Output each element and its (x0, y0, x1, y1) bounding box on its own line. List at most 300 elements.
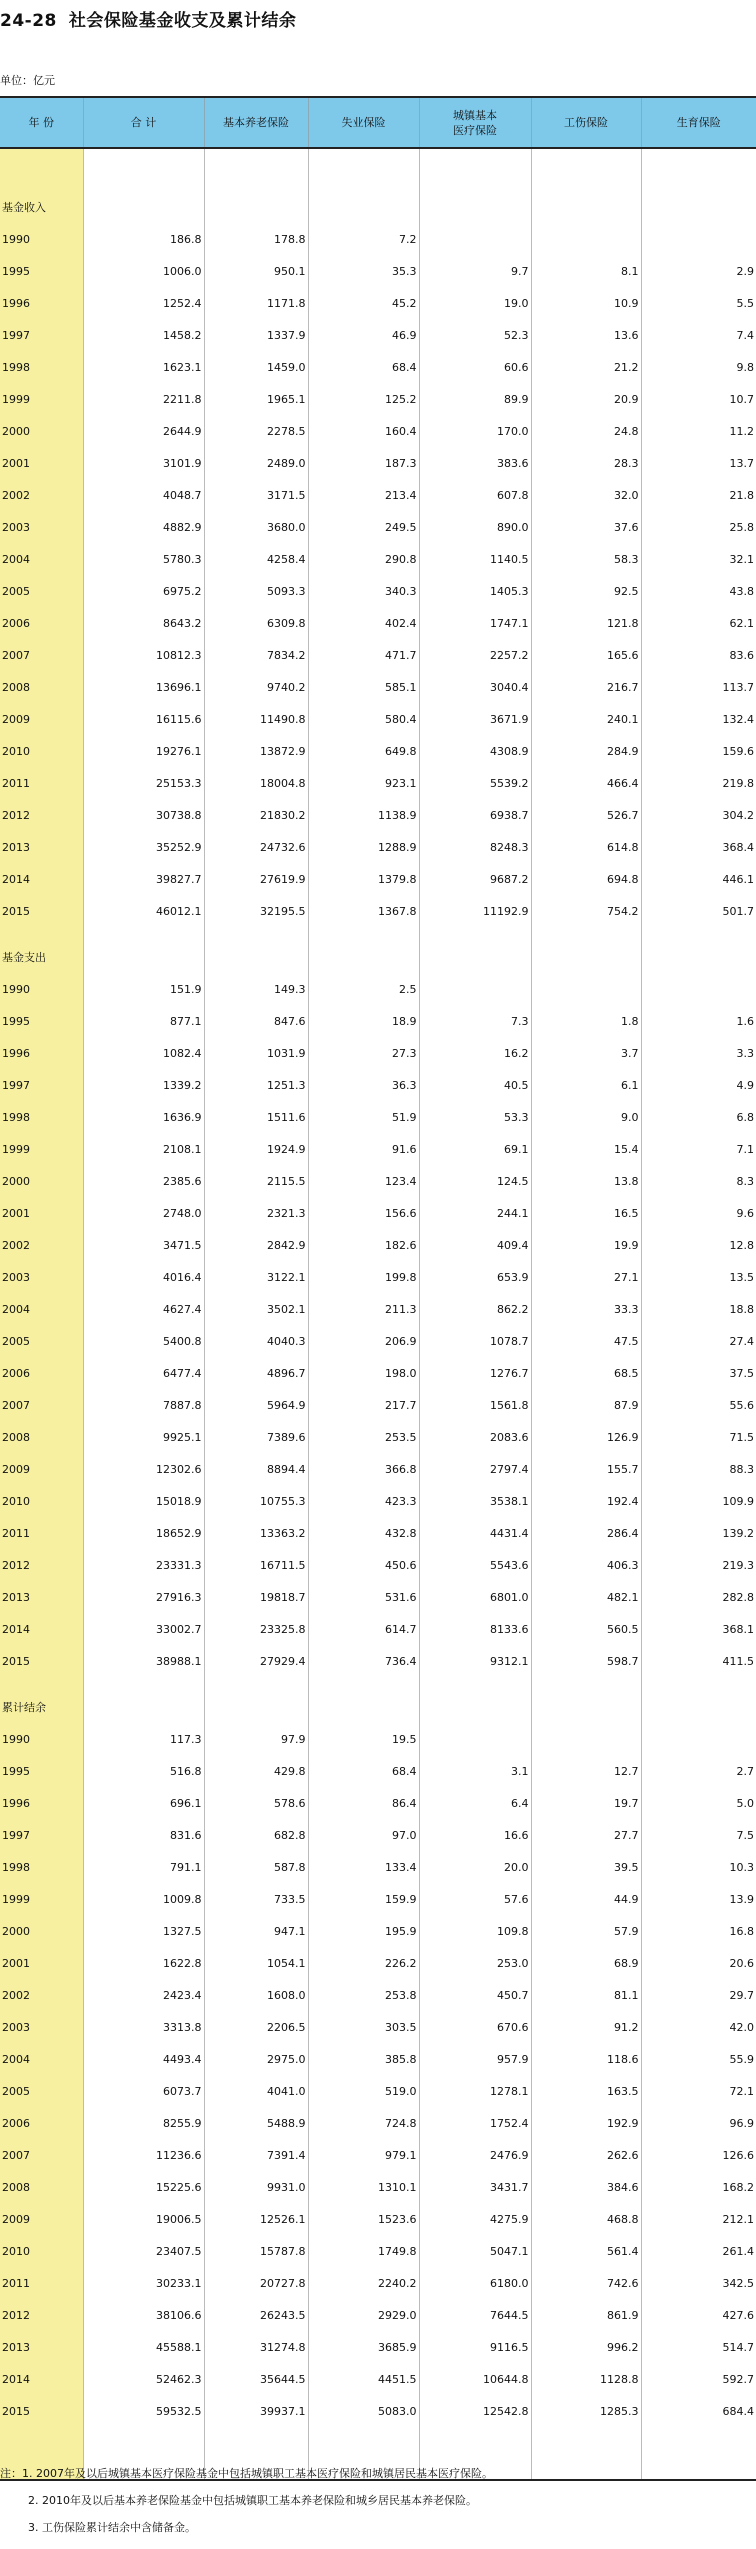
table-row (0, 2139, 756, 2171)
value-cell: 890.0 (419, 511, 531, 543)
value-cell: 262.6 (531, 2139, 641, 2171)
section-empty-cell (531, 927, 641, 973)
value-cell: 2842.9 (204, 1229, 308, 1261)
value-cell: 81.1 (531, 1979, 641, 2011)
value-cell: 45.2 (308, 287, 419, 319)
value-cell: 46012.1 (83, 895, 204, 927)
year-cell: 2001 (0, 447, 83, 479)
year-cell: 1997 (0, 1069, 83, 1101)
value-cell: 1337.9 (204, 319, 308, 351)
value-cell: 1367.8 (308, 895, 419, 927)
year-cell: 1997 (0, 319, 83, 351)
table-row (0, 2171, 756, 2203)
value-cell: 2211.8 (83, 383, 204, 415)
year-cell: 2008 (0, 1421, 83, 1453)
value-cell: 9687.2 (419, 863, 531, 895)
value-cell: 6.4 (419, 1787, 531, 1819)
value-cell: 126.6 (641, 2139, 756, 2171)
value-cell: 4016.4 (83, 1261, 204, 1293)
value-cell: 16.2 (419, 1037, 531, 1069)
section-label: 基金收入 (0, 177, 83, 223)
table-row (0, 575, 756, 607)
value-cell: 580.4 (308, 703, 419, 735)
table-row (0, 1947, 756, 1979)
table-row (0, 383, 756, 415)
value-cell: 861.9 (531, 2299, 641, 2331)
value-cell: 7644.5 (419, 2299, 531, 2331)
value-cell: 468.8 (531, 2203, 641, 2235)
value-cell: 10644.8 (419, 2363, 531, 2395)
value-cell: 216.7 (531, 671, 641, 703)
value-cell (419, 973, 531, 1005)
year-cell: 2011 (0, 1517, 83, 1549)
value-cell (641, 973, 756, 1005)
year-cell: 2014 (0, 2363, 83, 2395)
table-row (0, 767, 756, 799)
value-cell: 450.6 (308, 1549, 419, 1581)
spacer-cell (419, 148, 531, 177)
value-cell: 8.3 (641, 1165, 756, 1197)
value-cell: 877.1 (83, 1005, 204, 1037)
value-cell: 791.1 (83, 1851, 204, 1883)
value-cell: 742.6 (531, 2267, 641, 2299)
value-cell: 192.9 (531, 2107, 641, 2139)
section-empty-cell (308, 177, 419, 223)
value-cell: 653.9 (419, 1261, 531, 1293)
value-cell: 24.8 (531, 415, 641, 447)
year-cell: 2012 (0, 799, 83, 831)
value-cell: 1749.8 (308, 2235, 419, 2267)
value-cell: 862.2 (419, 1293, 531, 1325)
value-cell: 6.8 (641, 1101, 756, 1133)
table-row (0, 351, 756, 383)
value-cell (531, 1723, 641, 1755)
table-row (0, 863, 756, 895)
value-cell: 5.0 (641, 1787, 756, 1819)
year-cell: 1999 (0, 383, 83, 415)
value-cell: 7.4 (641, 319, 756, 351)
value-cell: 21.8 (641, 479, 756, 511)
value-cell: 1459.0 (204, 351, 308, 383)
value-cell: 446.1 (641, 863, 756, 895)
value-cell: 40.5 (419, 1069, 531, 1101)
value-cell: 649.8 (308, 735, 419, 767)
table-row (0, 1133, 756, 1165)
section-empty-cell (204, 927, 308, 973)
value-cell: 4627.4 (83, 1293, 204, 1325)
year-cell: 2009 (0, 1453, 83, 1485)
year-cell: 2012 (0, 2299, 83, 2331)
value-cell: 27.7 (531, 1819, 641, 1851)
value-cell: 15.4 (531, 1133, 641, 1165)
value-cell: 1251.3 (204, 1069, 308, 1101)
value-cell: 1288.9 (308, 831, 419, 863)
value-cell: 132.4 (641, 703, 756, 735)
value-cell: 519.0 (308, 2075, 419, 2107)
value-cell: 159.9 (308, 1883, 419, 1915)
value-cell: 1511.6 (204, 1101, 308, 1133)
value-cell: 614.8 (531, 831, 641, 863)
value-cell: 7389.6 (204, 1421, 308, 1453)
year-cell: 2011 (0, 767, 83, 799)
table-row (0, 1755, 756, 1787)
value-cell: 124.5 (419, 1165, 531, 1197)
value-cell: 383.6 (419, 447, 531, 479)
value-cell: 340.3 (308, 575, 419, 607)
value-cell: 159.6 (641, 735, 756, 767)
year-cell: 2007 (0, 639, 83, 671)
value-cell: 2206.5 (204, 2011, 308, 2043)
value-cell: 97.9 (204, 1723, 308, 1755)
table-row (0, 1883, 756, 1915)
table-row (0, 1581, 756, 1613)
value-cell: 1128.8 (531, 2363, 641, 2395)
value-cell: 1622.8 (83, 1947, 204, 1979)
value-cell: 27929.4 (204, 1645, 308, 1677)
table-row (0, 287, 756, 319)
value-cell: 187.3 (308, 447, 419, 479)
value-cell: 8.1 (531, 255, 641, 287)
value-cell: 1379.8 (308, 863, 419, 895)
section-empty-cell (83, 1677, 204, 1723)
value-cell: 514.7 (641, 2331, 756, 2363)
value-cell: 2975.0 (204, 2043, 308, 2075)
table-row (0, 639, 756, 671)
table-row (0, 1037, 756, 1069)
value-cell: 19818.7 (204, 1581, 308, 1613)
value-cell: 121.8 (531, 607, 641, 639)
value-cell: 2.9 (641, 255, 756, 287)
value-cell: 139.2 (641, 1517, 756, 1549)
value-cell: 24732.6 (204, 831, 308, 863)
year-cell: 2014 (0, 863, 83, 895)
value-cell: 35.3 (308, 255, 419, 287)
year-cell: 2002 (0, 1229, 83, 1261)
value-cell: 27916.3 (83, 1581, 204, 1613)
value-cell: 1285.3 (531, 2395, 641, 2427)
value-cell: 429.8 (204, 1755, 308, 1787)
value-cell: 30738.8 (83, 799, 204, 831)
value-cell: 219.8 (641, 767, 756, 799)
value-cell: 168.2 (641, 2171, 756, 2203)
value-cell: 126.9 (531, 1421, 641, 1453)
year-cell: 2007 (0, 2139, 83, 2171)
value-cell: 68.5 (531, 1357, 641, 1389)
value-cell: 4048.7 (83, 479, 204, 511)
year-cell: 2012 (0, 1549, 83, 1581)
value-cell: 3538.1 (419, 1485, 531, 1517)
value-cell: 44.9 (531, 1883, 641, 1915)
value-cell: 1623.1 (83, 351, 204, 383)
col-header-maternity: 生育保险 (641, 97, 756, 148)
value-cell: 192.4 (531, 1485, 641, 1517)
value-cell: 18.9 (308, 1005, 419, 1037)
value-cell: 23407.5 (83, 2235, 204, 2267)
year-cell: 2009 (0, 2203, 83, 2235)
value-cell: 2108.1 (83, 1133, 204, 1165)
value-cell: 10755.3 (204, 1485, 308, 1517)
value-cell: 1747.1 (419, 607, 531, 639)
value-cell: 1523.6 (308, 2203, 419, 2235)
value-cell: 182.6 (308, 1229, 419, 1261)
year-cell: 2006 (0, 607, 83, 639)
value-cell: 3671.9 (419, 703, 531, 735)
value-cell: 12.8 (641, 1229, 756, 1261)
value-cell: 8255.9 (83, 2107, 204, 2139)
value-cell: 411.5 (641, 1645, 756, 1677)
value-cell: 5.5 (641, 287, 756, 319)
value-cell: 253.5 (308, 1421, 419, 1453)
value-cell: 32.0 (531, 479, 641, 511)
value-cell: 303.5 (308, 2011, 419, 2043)
value-cell: 35644.5 (204, 2363, 308, 2395)
value-cell: 195.9 (308, 1915, 419, 1947)
col-header-pension: 基本养老保险 (204, 97, 308, 148)
value-cell: 88.3 (641, 1453, 756, 1485)
year-cell: 2013 (0, 831, 83, 863)
value-cell: 3.3 (641, 1037, 756, 1069)
value-cell: 42.0 (641, 2011, 756, 2043)
value-cell: 466.4 (531, 767, 641, 799)
spacer-cell (0, 148, 83, 177)
value-cell: 178.8 (204, 223, 308, 255)
value-cell: 342.5 (641, 2267, 756, 2299)
value-cell: 996.2 (531, 2331, 641, 2363)
value-cell: 10.9 (531, 287, 641, 319)
note-3: 3. 工伤保险累计结余中含储备金。 (28, 2521, 196, 2534)
year-cell: 2004 (0, 2043, 83, 2075)
value-cell: 151.9 (83, 973, 204, 1005)
year-cell: 1999 (0, 1883, 83, 1915)
value-cell: 213.4 (308, 479, 419, 511)
value-cell: 57.9 (531, 1915, 641, 1947)
value-cell: 7834.2 (204, 639, 308, 671)
year-cell: 2013 (0, 1581, 83, 1613)
value-cell: 16.5 (531, 1197, 641, 1229)
table-row (0, 1979, 756, 2011)
value-cell: 10.3 (641, 1851, 756, 1883)
year-cell: 2011 (0, 2267, 83, 2299)
year-cell: 1998 (0, 1851, 83, 1883)
value-cell: 10812.3 (83, 639, 204, 671)
value-cell: 368.1 (641, 1613, 756, 1645)
value-cell: 1.6 (641, 1005, 756, 1037)
spacer-cell (308, 148, 419, 177)
value-cell: 38106.6 (83, 2299, 204, 2331)
value-cell: 7.5 (641, 1819, 756, 1851)
year-cell: 1996 (0, 287, 83, 319)
value-cell: 5093.3 (204, 575, 308, 607)
table-row (0, 415, 756, 447)
value-cell: 6309.8 (204, 607, 308, 639)
section-empty-cell (531, 1677, 641, 1723)
value-cell: 9.7 (419, 255, 531, 287)
section-empty-cell (83, 927, 204, 973)
value-cell: 4882.9 (83, 511, 204, 543)
table-row (0, 1261, 756, 1293)
value-cell: 249.5 (308, 511, 419, 543)
value-cell: 6180.0 (419, 2267, 531, 2299)
value-cell: 68.9 (531, 1947, 641, 1979)
value-cell: 15225.6 (83, 2171, 204, 2203)
value-cell: 1006.0 (83, 255, 204, 287)
value-cell: 592.7 (641, 2363, 756, 2395)
note-1: 注：1. 2007年及以后城镇基本医疗保险基金中包括城镇职工基本医疗保险和城镇居民基本医疗保险。 (0, 2467, 493, 2480)
table-row (0, 2203, 756, 2235)
value-cell: 2476.9 (419, 2139, 531, 2171)
table-row (0, 2043, 756, 2075)
value-cell: 37.5 (641, 1357, 756, 1389)
table-title: 社会保险基金收支及累计结余 (68, 11, 297, 31)
value-cell: 15018.9 (83, 1485, 204, 1517)
value-cell: 979.1 (308, 2139, 419, 2171)
value-cell: 3.7 (531, 1037, 641, 1069)
value-cell: 113.7 (641, 671, 756, 703)
year-cell: 2006 (0, 2107, 83, 2139)
year-cell: 2004 (0, 1293, 83, 1325)
value-cell: 6.1 (531, 1069, 641, 1101)
table-row (0, 2299, 756, 2331)
section-empty-cell (308, 1677, 419, 1723)
value-cell: 1054.1 (204, 1947, 308, 1979)
value-cell: 2278.5 (204, 415, 308, 447)
value-cell: 31274.8 (204, 2331, 308, 2363)
value-cell: 9.0 (531, 1101, 641, 1133)
value-cell: 6073.7 (83, 2075, 204, 2107)
value-cell (531, 973, 641, 1005)
year-cell: 1998 (0, 1101, 83, 1133)
value-cell: 9.6 (641, 1197, 756, 1229)
value-cell: 366.8 (308, 1453, 419, 1485)
value-cell (419, 1723, 531, 1755)
value-cell: 21.2 (531, 351, 641, 383)
spacer-row (0, 148, 756, 177)
value-cell: 3502.1 (204, 1293, 308, 1325)
section-empty-cell (641, 927, 756, 973)
value-cell: 736.4 (308, 1645, 419, 1677)
section-label: 累计结余 (0, 1677, 83, 1723)
value-cell: 831.6 (83, 1819, 204, 1851)
value-cell: 13.9 (641, 1883, 756, 1915)
value-cell: 1140.5 (419, 543, 531, 575)
value-cell: 11192.9 (419, 895, 531, 927)
year-cell: 2001 (0, 1197, 83, 1229)
table-row (0, 1197, 756, 1229)
year-cell: 2000 (0, 1165, 83, 1197)
value-cell: 261.4 (641, 2235, 756, 2267)
value-cell: 4258.4 (204, 543, 308, 575)
year-cell: 1990 (0, 223, 83, 255)
col-header-year: 年 份 (0, 97, 83, 148)
value-cell: 427.6 (641, 2299, 756, 2331)
value-cell: 5539.2 (419, 767, 531, 799)
table-row (0, 1517, 756, 1549)
value-cell: 51.9 (308, 1101, 419, 1133)
table-row (0, 607, 756, 639)
value-cell: 19.7 (531, 1787, 641, 1819)
spacer-cell (83, 148, 204, 177)
spacer-cell (641, 148, 756, 177)
section-label: 基金支出 (0, 927, 83, 973)
value-cell: 163.5 (531, 2075, 641, 2107)
value-cell: 43.8 (641, 575, 756, 607)
value-cell: 1327.5 (83, 1915, 204, 1947)
value-cell: 38988.1 (83, 1645, 204, 1677)
section-empty-cell (531, 177, 641, 223)
data-table (0, 96, 756, 2481)
value-cell: 55.6 (641, 1389, 756, 1421)
value-cell: 561.4 (531, 2235, 641, 2267)
value-cell: 432.8 (308, 1517, 419, 1549)
table-row (0, 1069, 756, 1101)
col-header-total: 合 计 (83, 97, 204, 148)
value-cell: 11.2 (641, 415, 756, 447)
value-cell: 1171.8 (204, 287, 308, 319)
section-empty-cell (641, 177, 756, 223)
table-row (0, 223, 756, 255)
value-cell: 950.1 (204, 255, 308, 287)
value-cell: 4.9 (641, 1069, 756, 1101)
year-cell: 1998 (0, 351, 83, 383)
value-cell: 4896.7 (204, 1357, 308, 1389)
table-row (0, 319, 756, 351)
value-cell: 11490.8 (204, 703, 308, 735)
year-cell: 2000 (0, 415, 83, 447)
table-row (0, 1819, 756, 1851)
table-row (0, 2267, 756, 2299)
value-cell: 607.8 (419, 479, 531, 511)
value-cell: 6477.4 (83, 1357, 204, 1389)
table-row (0, 1389, 756, 1421)
value-cell: 219.3 (641, 1549, 756, 1581)
value-cell: 2423.4 (83, 1979, 204, 2011)
value-cell: 27619.9 (204, 863, 308, 895)
value-cell: 1138.9 (308, 799, 419, 831)
year-cell: 2003 (0, 511, 83, 543)
value-cell: 2321.3 (204, 1197, 308, 1229)
section-row (0, 1677, 756, 1723)
value-cell: 13.6 (531, 319, 641, 351)
value-cell: 35252.9 (83, 831, 204, 863)
value-cell: 28.3 (531, 447, 641, 479)
value-cell: 52.3 (419, 319, 531, 351)
value-cell: 1310.1 (308, 2171, 419, 2203)
table-row (0, 1229, 756, 1261)
value-cell: 186.8 (83, 223, 204, 255)
value-cell: 12542.8 (419, 2395, 531, 2427)
value-cell: 68.4 (308, 351, 419, 383)
table-row (0, 1613, 756, 1645)
value-cell: 696.1 (83, 1787, 204, 1819)
value-cell: 156.6 (308, 1197, 419, 1229)
value-cell: 199.8 (308, 1261, 419, 1293)
section-empty-cell (419, 1677, 531, 1723)
value-cell: 5047.1 (419, 2235, 531, 2267)
page-title (0, 6, 296, 31)
value-cell: 6975.2 (83, 575, 204, 607)
value-cell: 30233.1 (83, 2267, 204, 2299)
spacer-cell (531, 148, 641, 177)
value-cell: 1.8 (531, 1005, 641, 1037)
table-row (0, 831, 756, 863)
value-cell: 3431.7 (419, 2171, 531, 2203)
col-header-medical: 城镇基本 医疗保险 (419, 97, 531, 148)
table-row (0, 447, 756, 479)
value-cell: 36.3 (308, 1069, 419, 1101)
value-cell: 211.3 (308, 1293, 419, 1325)
value-cell: 39827.7 (83, 863, 204, 895)
value-cell: 290.8 (308, 543, 419, 575)
